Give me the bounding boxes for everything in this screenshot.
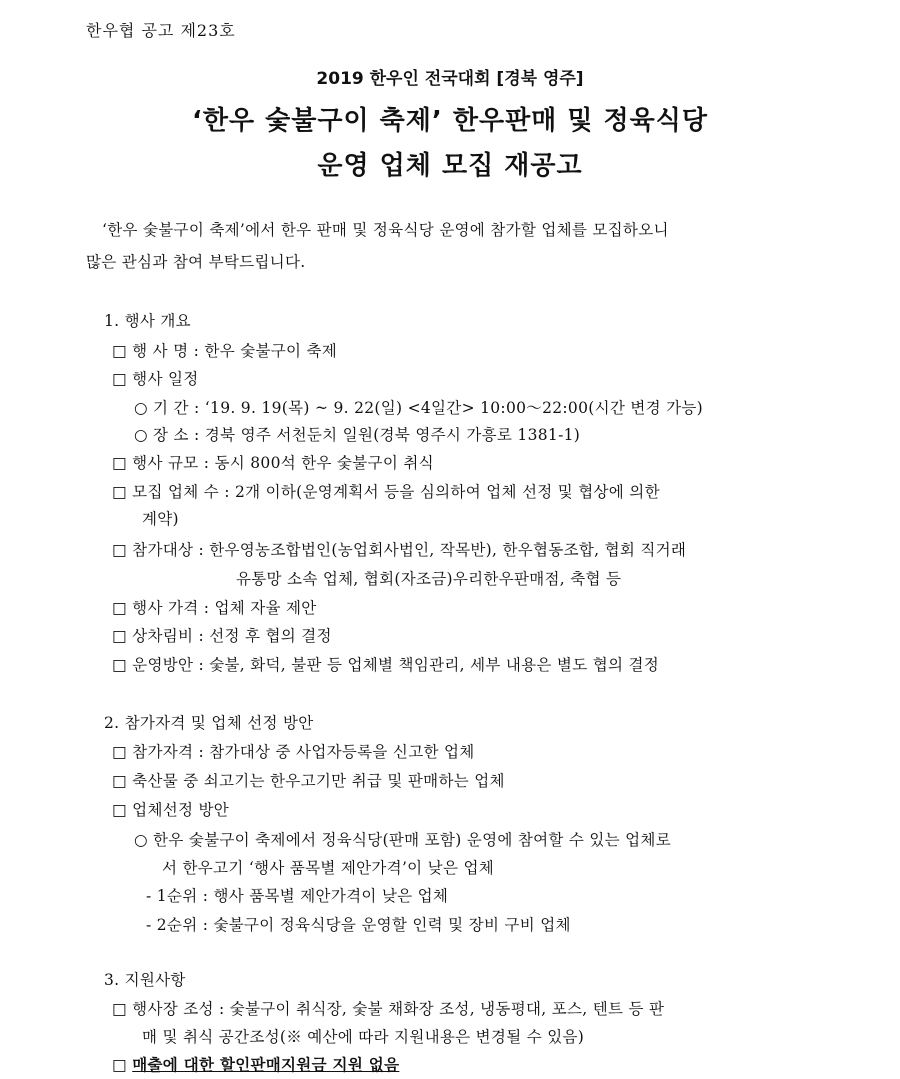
section1-heading: 1. 행사 개요 [104,312,191,330]
venue-setup-line2: 매 및 취식 공간조성(※ 예산에 따라 지원내용은 변경될 수 있음) [142,1028,585,1046]
page-title-line1: ‘한우 숯불구이 축제’ 한우판매 및 정육식당 [192,106,708,136]
selection-item: □ 업체선정 방안 [112,801,230,819]
rank2-item: - 2순위 : 숯불구이 정육식당을 운영할 인력 및 장비 구비 업체 [146,916,571,934]
selection-line2: 서 한우고기 ‘행사 품목별 제안가격’이 낮은 업체 [162,859,495,877]
no-discount-text: 매출에 대한 할인판매지원금 지원 없음 [132,1055,400,1074]
venue-setup-line1: □ 행사장 조성 : 숯불구이 취식장, 숯불 채화장 조성, 냉동평대, 포스, 텐트 등 판 [112,1000,665,1018]
recruit-item-line2: 계약) [142,510,179,528]
section3-heading: 3. 지원사항 [104,971,186,989]
target-item-line2: 유통망 소속 업체, 협회(자조금)우리한우판매점, 축협 등 [236,570,622,588]
intro-line2: 많은 관심과 참여 부탁드립니다. [86,253,306,271]
period-item: ○ 기 간 : ‘19. 9. 19(목) ~ 9. 22(일) <4일간> 10:00～22:00(시간 변경 가능) [134,399,704,417]
section2-heading: 2. 참가자격 및 업체 선정 방안 [104,714,314,732]
event-name-item: □ 행 사 명 : 한우 숯불구이 축제 [112,342,338,360]
target-item-line1: □ 참가대상 : 한우영농조합법인(농업회사법인, 작목반), 한우협동조합, 협회 직거래 [112,541,687,559]
scale-item: □ 행사 규모 : 동시 800석 한우 숯불구이 취식 [112,454,434,472]
operation-item: □ 운영방안 : 숯불, 화덕, 불판 등 업체별 책임관리, 세부 내용은 별도 협의 결정 [112,656,660,674]
intro-line1: ‘한우 숯불구이 축제’에서 한우 판매 및 정육식당 운영에 참가할 업체를 모집하오니 [102,221,669,239]
qualification-item: □ 참가자격 : 참가대상 중 사업자등록을 신고한 업체 [112,743,475,761]
page-title-line2: 운영 업체 모집 재공고 [317,151,583,181]
checkbox-square-icon: □ [112,1056,127,1074]
notice-number: 한우협 공고 제23호 [86,21,236,40]
recruit-item-line1: □ 모집 업체 수 : 2개 이하(운영계획서 등을 심의하여 업체 선정 및 협상에 의한 [112,483,660,501]
selection-line1: ○ 한우 숯불구이 축제에서 정육식당(판매 포함) 운영에 참여할 수 있는 업체로 [134,831,671,849]
event-subtitle: 2019 한우인 전국대회 [경북 영주] [316,69,584,89]
venue-item: ○ 장 소 : 경북 영주 서천둔치 일원(경북 영주시 가흥로 1381-1) [134,426,581,444]
schedule-item: □ 행사 일정 [112,370,199,388]
table-fee-item: □ 상차림비 : 선정 후 협의 결정 [112,627,332,645]
rank1-item: - 1순위 : 행사 품목별 제안가격이 낮은 업체 [146,887,449,905]
no-discount-item [112,1053,399,1075]
beef-only-item: □ 축산물 중 쇠고기는 한우고기만 취급 및 판매하는 업체 [112,772,505,790]
price-item: □ 행사 가격 : 업체 자율 제안 [112,599,317,617]
